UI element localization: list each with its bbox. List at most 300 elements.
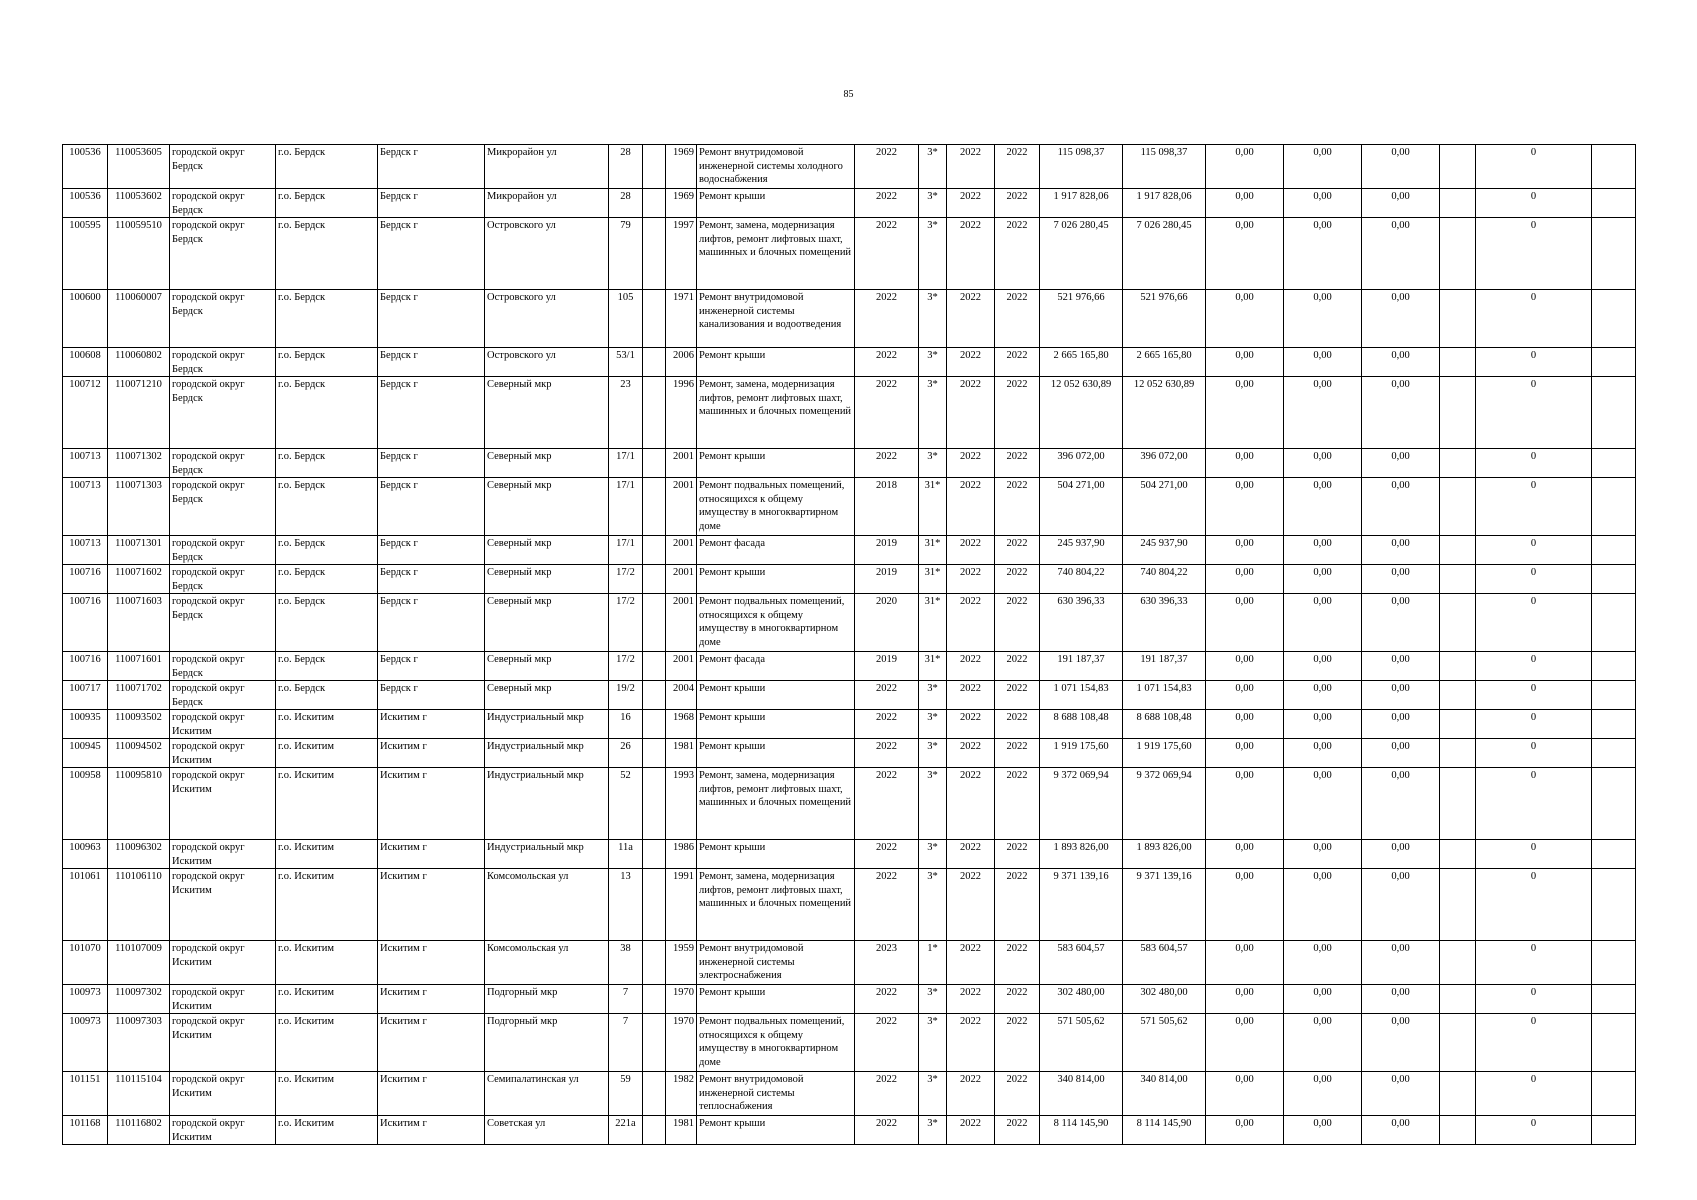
house-number-cell: 53/1 xyxy=(609,348,643,377)
municipality-cell: городской округ Искитим xyxy=(170,710,276,739)
start-year-cell: 2022 xyxy=(947,768,995,840)
start-year-cell: 2022 xyxy=(947,840,995,869)
city-cell: Бердск г xyxy=(378,218,485,290)
total-cost-cell: 302 480,00 xyxy=(1040,985,1123,1014)
count-cell: 0 xyxy=(1476,1014,1592,1072)
count-cell: 0 xyxy=(1476,478,1592,536)
end-year-cell: 2022 xyxy=(995,652,1040,681)
extra-cell xyxy=(1440,652,1476,681)
budget-cell-3: 0,00 xyxy=(1362,290,1440,348)
table-row xyxy=(63,941,1636,985)
total-cost-cell: 191 187,37 xyxy=(1040,652,1123,681)
total-cost-cell: 504 271,00 xyxy=(1040,478,1123,536)
count-cell: 0 xyxy=(1476,377,1592,449)
table-row xyxy=(63,449,1636,478)
reason-code-cell: 3* xyxy=(919,449,947,478)
work-type-cell: Ремонт внутридомовой инженерной системы электроснабжения xyxy=(697,941,855,985)
table-row xyxy=(63,594,1636,652)
district-cell: г.о. Искитим xyxy=(276,985,378,1014)
total-cost-cell: 7 026 280,45 xyxy=(1040,218,1123,290)
municipality-cell: городской округ Искитим xyxy=(170,739,276,768)
district-cell: г.о. Бердск xyxy=(276,536,378,565)
house-id-cell: 100716 xyxy=(63,594,108,652)
budget-cell-1: 0,00 xyxy=(1206,768,1284,840)
district-cell: г.о. Бердск xyxy=(276,189,378,218)
district-cell: г.о. Искитим xyxy=(276,1116,378,1145)
budget-cell-3: 0,00 xyxy=(1362,594,1440,652)
city-cell: Бердск г xyxy=(378,145,485,189)
page-number: 85 xyxy=(843,89,854,100)
fund-cost-cell: 571 505,62 xyxy=(1123,1014,1206,1072)
start-year-cell: 2022 xyxy=(947,681,995,710)
table-row xyxy=(63,739,1636,768)
work-type-cell: Ремонт фасада xyxy=(697,536,855,565)
fund-cost-cell: 9 371 139,16 xyxy=(1123,869,1206,941)
district-cell: г.о. Бердск xyxy=(276,449,378,478)
start-year-cell: 2022 xyxy=(947,1014,995,1072)
total-cost-cell: 340 814,00 xyxy=(1040,1072,1123,1116)
work-id-cell: 110094502 xyxy=(108,739,170,768)
house-id-cell: 100717 xyxy=(63,681,108,710)
total-cost-cell: 1 919 175,60 xyxy=(1040,739,1123,768)
end-year-cell: 2022 xyxy=(995,348,1040,377)
work-id-cell: 110071602 xyxy=(108,565,170,594)
city-cell: Бердск г xyxy=(378,478,485,536)
total-cost-cell: 2 665 165,80 xyxy=(1040,348,1123,377)
budget-cell-1: 0,00 xyxy=(1206,869,1284,941)
budget-cell-2: 0,00 xyxy=(1284,449,1362,478)
extra-cell xyxy=(1440,145,1476,189)
planned-year-cell: 2022 xyxy=(855,1116,919,1145)
year-built-cell: 1971 xyxy=(666,290,697,348)
budget-cell-1: 0,00 xyxy=(1206,594,1284,652)
house-id-cell: 100716 xyxy=(63,652,108,681)
year-built-cell: 2001 xyxy=(666,449,697,478)
fund-cost-cell: 302 480,00 xyxy=(1123,985,1206,1014)
total-cost-cell: 8 114 145,90 xyxy=(1040,1116,1123,1145)
budget-cell-2: 0,00 xyxy=(1284,840,1362,869)
start-year-cell: 2022 xyxy=(947,348,995,377)
year-built-cell: 1982 xyxy=(666,1072,697,1116)
year-built-cell: 1970 xyxy=(666,985,697,1014)
street-cell: Индустриальный мкр xyxy=(485,840,609,869)
house-id-cell: 100536 xyxy=(63,145,108,189)
municipality-cell: городской округ Искитим xyxy=(170,1072,276,1116)
budget-cell-2: 0,00 xyxy=(1284,594,1362,652)
house-id-cell: 100713 xyxy=(63,449,108,478)
budget-cell-2: 0,00 xyxy=(1284,536,1362,565)
work-id-cell: 110071301 xyxy=(108,536,170,565)
total-cost-cell: 115 098,37 xyxy=(1040,145,1123,189)
building-cell xyxy=(643,348,666,377)
house-id-cell: 100973 xyxy=(63,985,108,1014)
building-cell xyxy=(643,1116,666,1145)
note-cell xyxy=(1592,941,1636,985)
planned-year-cell: 2020 xyxy=(855,594,919,652)
street-cell: Северный мкр xyxy=(485,652,609,681)
planned-year-cell: 2022 xyxy=(855,869,919,941)
table-row xyxy=(63,1072,1636,1116)
year-built-cell: 1969 xyxy=(666,145,697,189)
work-id-cell: 110060802 xyxy=(108,348,170,377)
work-id-cell: 110071601 xyxy=(108,652,170,681)
count-cell: 0 xyxy=(1476,145,1592,189)
planned-year-cell: 2023 xyxy=(855,941,919,985)
total-cost-cell: 740 804,22 xyxy=(1040,565,1123,594)
city-cell: Искитим г xyxy=(378,1116,485,1145)
city-cell: Бердск г xyxy=(378,594,485,652)
extra-cell xyxy=(1440,478,1476,536)
table-row xyxy=(63,189,1636,218)
end-year-cell: 2022 xyxy=(995,145,1040,189)
end-year-cell: 2022 xyxy=(995,478,1040,536)
note-cell xyxy=(1592,594,1636,652)
reason-code-cell: 31* xyxy=(919,478,947,536)
reason-code-cell: 3* xyxy=(919,1072,947,1116)
end-year-cell: 2022 xyxy=(995,768,1040,840)
note-cell xyxy=(1592,681,1636,710)
fund-cost-cell: 583 604,57 xyxy=(1123,941,1206,985)
municipality-cell: городской округ Бердск xyxy=(170,652,276,681)
reason-code-cell: 3* xyxy=(919,840,947,869)
budget-cell-2: 0,00 xyxy=(1284,681,1362,710)
municipality-cell: городской округ Искитим xyxy=(170,768,276,840)
budget-cell-1: 0,00 xyxy=(1206,449,1284,478)
municipality-cell: городской округ Искитим xyxy=(170,985,276,1014)
district-cell: г.о. Искитим xyxy=(276,840,378,869)
year-built-cell: 2006 xyxy=(666,348,697,377)
fund-cost-cell: 9 372 069,94 xyxy=(1123,768,1206,840)
extra-cell xyxy=(1440,218,1476,290)
work-type-cell: Ремонт подвальных помещений, относящихся к общему имуществу в многоквартирном доме xyxy=(697,594,855,652)
house-number-cell: 28 xyxy=(609,145,643,189)
budget-cell-3: 0,00 xyxy=(1362,840,1440,869)
start-year-cell: 2022 xyxy=(947,739,995,768)
total-cost-cell: 521 976,66 xyxy=(1040,290,1123,348)
work-id-cell: 110115104 xyxy=(108,1072,170,1116)
planned-year-cell: 2019 xyxy=(855,565,919,594)
fund-cost-cell: 504 271,00 xyxy=(1123,478,1206,536)
reason-code-cell: 3* xyxy=(919,348,947,377)
work-type-cell: Ремонт крыши xyxy=(697,1116,855,1145)
extra-cell xyxy=(1440,710,1476,739)
house-number-cell: 7 xyxy=(609,985,643,1014)
district-cell: г.о. Бердск xyxy=(276,218,378,290)
municipality-cell: городской округ Бердск xyxy=(170,218,276,290)
work-id-cell: 110107009 xyxy=(108,941,170,985)
extra-cell xyxy=(1440,768,1476,840)
budget-cell-3: 0,00 xyxy=(1362,189,1440,218)
year-built-cell: 1993 xyxy=(666,768,697,840)
budget-cell-1: 0,00 xyxy=(1206,565,1284,594)
city-cell: Искитим г xyxy=(378,869,485,941)
fund-cost-cell: 340 814,00 xyxy=(1123,1072,1206,1116)
end-year-cell: 2022 xyxy=(995,536,1040,565)
house-number-cell: 221а xyxy=(609,1116,643,1145)
count-cell: 0 xyxy=(1476,1072,1592,1116)
note-cell xyxy=(1592,652,1636,681)
reason-code-cell: 3* xyxy=(919,681,947,710)
district-cell: г.о. Бердск xyxy=(276,565,378,594)
table-body xyxy=(63,145,1636,1145)
budget-cell-3: 0,00 xyxy=(1362,710,1440,739)
street-cell: Подгорный мкр xyxy=(485,1014,609,1072)
note-cell xyxy=(1592,449,1636,478)
start-year-cell: 2022 xyxy=(947,594,995,652)
district-cell: г.о. Искитим xyxy=(276,768,378,840)
planned-year-cell: 2022 xyxy=(855,145,919,189)
table-row xyxy=(63,348,1636,377)
municipality-cell: городской округ Бердск xyxy=(170,536,276,565)
building-cell xyxy=(643,681,666,710)
count-cell: 0 xyxy=(1476,565,1592,594)
budget-cell-2: 0,00 xyxy=(1284,869,1362,941)
total-cost-cell: 396 072,00 xyxy=(1040,449,1123,478)
building-cell xyxy=(643,739,666,768)
city-cell: Бердск г xyxy=(378,652,485,681)
work-id-cell: 110060007 xyxy=(108,290,170,348)
street-cell: Северный мкр xyxy=(485,681,609,710)
reason-code-cell: 3* xyxy=(919,710,947,739)
planned-year-cell: 2022 xyxy=(855,377,919,449)
year-built-cell: 1996 xyxy=(666,377,697,449)
municipality-cell: городской округ Искитим xyxy=(170,941,276,985)
note-cell xyxy=(1592,985,1636,1014)
budget-cell-2: 0,00 xyxy=(1284,218,1362,290)
house-id-cell: 101168 xyxy=(63,1116,108,1145)
budget-cell-2: 0,00 xyxy=(1284,377,1362,449)
house-number-cell: 23 xyxy=(609,377,643,449)
note-cell xyxy=(1592,536,1636,565)
table-row xyxy=(63,710,1636,739)
district-cell: г.о. Бердск xyxy=(276,478,378,536)
count-cell: 0 xyxy=(1476,768,1592,840)
building-cell xyxy=(643,565,666,594)
end-year-cell: 2022 xyxy=(995,985,1040,1014)
note-cell xyxy=(1592,1014,1636,1072)
district-cell: г.о. Искитим xyxy=(276,710,378,739)
budget-cell-3: 0,00 xyxy=(1362,1014,1440,1072)
house-number-cell: 17/2 xyxy=(609,565,643,594)
planned-year-cell: 2022 xyxy=(855,290,919,348)
city-cell: Искитим г xyxy=(378,941,485,985)
planned-year-cell: 2022 xyxy=(855,768,919,840)
district-cell: г.о. Искитим xyxy=(276,869,378,941)
total-cost-cell: 1 917 828,06 xyxy=(1040,189,1123,218)
note-cell xyxy=(1592,565,1636,594)
building-cell xyxy=(643,768,666,840)
count-cell: 0 xyxy=(1476,840,1592,869)
building-cell xyxy=(643,652,666,681)
year-built-cell: 1968 xyxy=(666,710,697,739)
city-cell: Бердск г xyxy=(378,681,485,710)
house-id-cell: 100595 xyxy=(63,218,108,290)
fund-cost-cell: 1 071 154,83 xyxy=(1123,681,1206,710)
fund-cost-cell: 521 976,66 xyxy=(1123,290,1206,348)
building-cell xyxy=(643,478,666,536)
year-built-cell: 2001 xyxy=(666,652,697,681)
work-id-cell: 110059510 xyxy=(108,218,170,290)
street-cell: Подгорный мкр xyxy=(485,985,609,1014)
planned-year-cell: 2018 xyxy=(855,478,919,536)
end-year-cell: 2022 xyxy=(995,218,1040,290)
work-id-cell: 110095810 xyxy=(108,768,170,840)
building-cell xyxy=(643,449,666,478)
table-row xyxy=(63,681,1636,710)
budget-cell-3: 0,00 xyxy=(1362,1116,1440,1145)
house-id-cell: 100973 xyxy=(63,1014,108,1072)
start-year-cell: 2022 xyxy=(947,218,995,290)
reason-code-cell: 3* xyxy=(919,189,947,218)
table-row xyxy=(63,536,1636,565)
extra-cell xyxy=(1440,1116,1476,1145)
budget-cell-3: 0,00 xyxy=(1362,377,1440,449)
budget-cell-1: 0,00 xyxy=(1206,189,1284,218)
city-cell: Искитим г xyxy=(378,768,485,840)
house-id-cell: 100608 xyxy=(63,348,108,377)
budget-cell-2: 0,00 xyxy=(1284,1014,1362,1072)
end-year-cell: 2022 xyxy=(995,710,1040,739)
budget-cell-1: 0,00 xyxy=(1206,681,1284,710)
municipality-cell: городской округ Бердск xyxy=(170,478,276,536)
building-cell xyxy=(643,189,666,218)
municipality-cell: городской округ Бердск xyxy=(170,449,276,478)
budget-cell-3: 0,00 xyxy=(1362,348,1440,377)
count-cell: 0 xyxy=(1476,652,1592,681)
year-built-cell: 1991 xyxy=(666,869,697,941)
note-cell xyxy=(1592,739,1636,768)
house-id-cell: 101061 xyxy=(63,869,108,941)
municipality-cell: городской округ Бердск xyxy=(170,145,276,189)
note-cell xyxy=(1592,218,1636,290)
table-row xyxy=(63,985,1636,1014)
work-type-cell: Ремонт крыши xyxy=(697,348,855,377)
end-year-cell: 2022 xyxy=(995,869,1040,941)
budget-cell-2: 0,00 xyxy=(1284,985,1362,1014)
work-type-cell: Ремонт крыши xyxy=(697,985,855,1014)
budget-cell-2: 0,00 xyxy=(1284,348,1362,377)
reason-code-cell: 3* xyxy=(919,145,947,189)
fund-cost-cell: 740 804,22 xyxy=(1123,565,1206,594)
work-type-cell: Ремонт крыши xyxy=(697,681,855,710)
note-cell xyxy=(1592,710,1636,739)
reason-code-cell: 1* xyxy=(919,941,947,985)
year-built-cell: 2001 xyxy=(666,594,697,652)
house-id-cell: 100600 xyxy=(63,290,108,348)
budget-cell-1: 0,00 xyxy=(1206,1072,1284,1116)
district-cell: г.о. Бердск xyxy=(276,377,378,449)
start-year-cell: 2022 xyxy=(947,536,995,565)
budget-cell-3: 0,00 xyxy=(1362,145,1440,189)
street-cell: Северный мкр xyxy=(485,377,609,449)
end-year-cell: 2022 xyxy=(995,189,1040,218)
table-row xyxy=(63,218,1636,290)
count-cell: 0 xyxy=(1476,189,1592,218)
building-cell xyxy=(643,1014,666,1072)
municipality-cell: городской округ Искитим xyxy=(170,840,276,869)
total-cost-cell: 571 505,62 xyxy=(1040,1014,1123,1072)
extra-cell xyxy=(1440,536,1476,565)
end-year-cell: 2022 xyxy=(995,1072,1040,1116)
municipality-cell: городской округ Бердск xyxy=(170,290,276,348)
district-cell: г.о. Искитим xyxy=(276,1072,378,1116)
table-row xyxy=(63,290,1636,348)
budget-cell-2: 0,00 xyxy=(1284,145,1362,189)
fund-cost-cell: 1 917 828,06 xyxy=(1123,189,1206,218)
budget-cell-2: 0,00 xyxy=(1284,941,1362,985)
municipality-cell: городской округ Бердск xyxy=(170,594,276,652)
fund-cost-cell: 396 072,00 xyxy=(1123,449,1206,478)
count-cell: 0 xyxy=(1476,1116,1592,1145)
extra-cell xyxy=(1440,840,1476,869)
extra-cell xyxy=(1440,290,1476,348)
planned-year-cell: 2022 xyxy=(855,840,919,869)
extra-cell xyxy=(1440,189,1476,218)
work-type-cell: Ремонт крыши xyxy=(697,840,855,869)
count-cell: 0 xyxy=(1476,348,1592,377)
planned-year-cell: 2022 xyxy=(855,681,919,710)
reason-code-cell: 3* xyxy=(919,739,947,768)
table-row xyxy=(63,478,1636,536)
city-cell: Искитим г xyxy=(378,739,485,768)
reason-code-cell: 3* xyxy=(919,768,947,840)
year-built-cell: 1997 xyxy=(666,218,697,290)
building-cell xyxy=(643,840,666,869)
extra-cell xyxy=(1440,1072,1476,1116)
start-year-cell: 2022 xyxy=(947,1072,995,1116)
table-row xyxy=(63,768,1636,840)
year-built-cell: 1981 xyxy=(666,739,697,768)
start-year-cell: 2022 xyxy=(947,652,995,681)
house-number-cell: 17/1 xyxy=(609,449,643,478)
planned-year-cell: 2022 xyxy=(855,1072,919,1116)
house-id-cell: 100713 xyxy=(63,478,108,536)
reason-code-cell: 3* xyxy=(919,1014,947,1072)
budget-cell-1: 0,00 xyxy=(1206,710,1284,739)
work-type-cell: Ремонт, замена, модернизация лифтов, ремонт лифтовых шахт, машинных и блочных помещений xyxy=(697,218,855,290)
budget-cell-3: 0,00 xyxy=(1362,565,1440,594)
count-cell: 0 xyxy=(1476,218,1592,290)
reason-code-cell: 31* xyxy=(919,652,947,681)
year-built-cell: 1959 xyxy=(666,941,697,985)
budget-cell-1: 0,00 xyxy=(1206,1014,1284,1072)
end-year-cell: 2022 xyxy=(995,565,1040,594)
budget-cell-1: 0,00 xyxy=(1206,536,1284,565)
work-type-cell: Ремонт крыши xyxy=(697,710,855,739)
note-cell xyxy=(1592,145,1636,189)
work-id-cell: 110116802 xyxy=(108,1116,170,1145)
fund-cost-cell: 245 937,90 xyxy=(1123,536,1206,565)
work-type-cell: Ремонт, замена, модернизация лифтов, ремонт лифтовых шахт, машинных и блочных помещений xyxy=(697,768,855,840)
district-cell: г.о. Искитим xyxy=(276,739,378,768)
work-id-cell: 110071303 xyxy=(108,478,170,536)
total-cost-cell: 9 371 139,16 xyxy=(1040,869,1123,941)
budget-cell-2: 0,00 xyxy=(1284,290,1362,348)
city-cell: Искитим г xyxy=(378,1072,485,1116)
city-cell: Бердск г xyxy=(378,189,485,218)
city-cell: Искитим г xyxy=(378,985,485,1014)
start-year-cell: 2022 xyxy=(947,290,995,348)
budget-cell-1: 0,00 xyxy=(1206,348,1284,377)
municipality-cell: городской округ Искитим xyxy=(170,1014,276,1072)
budget-cell-2: 0,00 xyxy=(1284,768,1362,840)
work-id-cell: 110071702 xyxy=(108,681,170,710)
work-id-cell: 110093502 xyxy=(108,710,170,739)
start-year-cell: 2022 xyxy=(947,145,995,189)
house-number-cell: 105 xyxy=(609,290,643,348)
work-type-cell: Ремонт крыши xyxy=(697,565,855,594)
extra-cell xyxy=(1440,1014,1476,1072)
